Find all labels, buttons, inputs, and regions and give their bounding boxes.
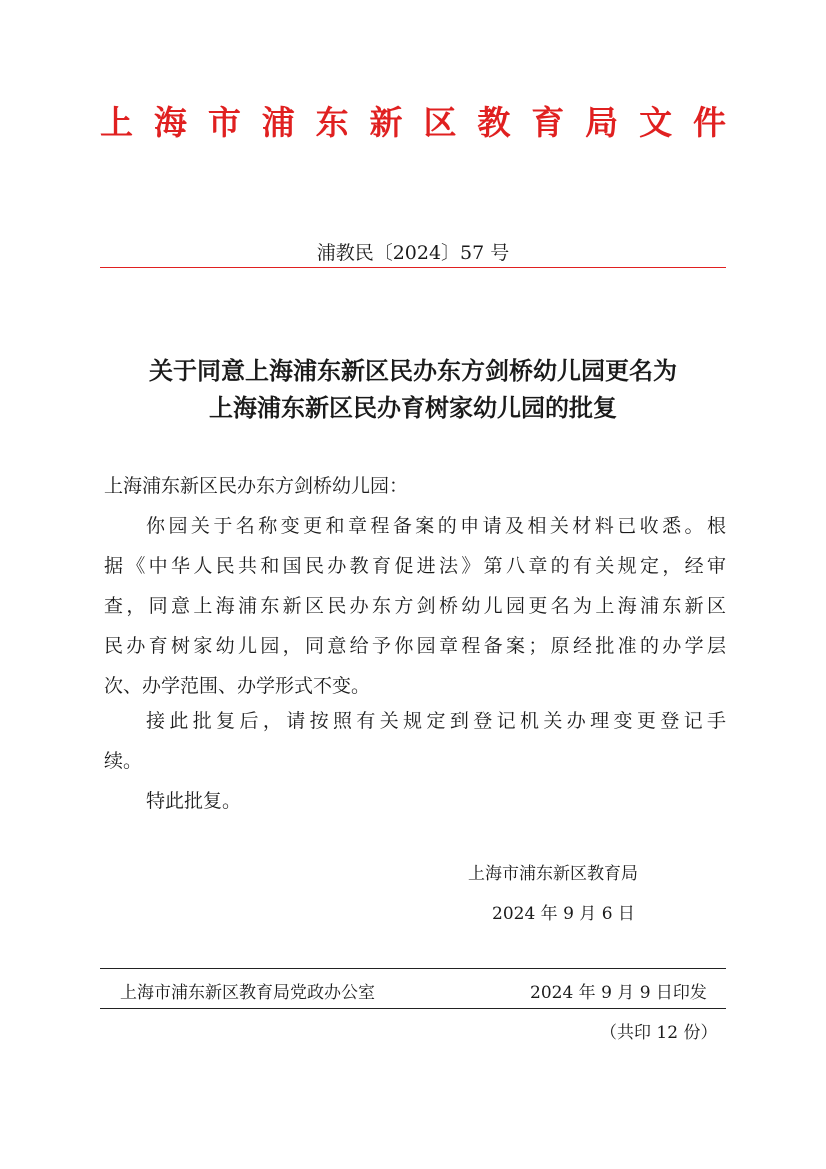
letterhead-char: 上 xyxy=(100,103,133,142)
body-line: 你园关于名称变更和章程备案的申请及相关材料已收悉。根 xyxy=(146,515,726,537)
copies-count: （共印 12 份） xyxy=(600,1023,718,1043)
letterhead-char: 文 xyxy=(639,103,673,142)
body-line: 民办育树家幼儿园，同意给予你园章程备案；原经批准的办学层 xyxy=(104,635,726,657)
letterhead-char: 局 xyxy=(585,103,619,142)
letterhead-char: 区 xyxy=(423,103,457,142)
footer-rule-top xyxy=(100,968,726,969)
letterhead-char: 东 xyxy=(315,103,349,142)
document-number: 浦教民〔2024〕57 号 xyxy=(316,242,510,264)
print-date: 2024 年 9 月 9 日印发 xyxy=(530,983,707,1003)
salutation: 上海浦东新区民办东方剑桥幼儿园： xyxy=(104,475,409,497)
issue-date: 2024 年 9 月 6 日 xyxy=(492,904,635,924)
body-line: 据《中华人民共和国民办教育促进法》第八章的有关规定，经审 xyxy=(104,555,726,577)
body-line: 特此批复。 xyxy=(146,790,242,812)
body-line: 查，同意上海浦东新区民办东方剑桥幼儿园更名为上海浦东新区 xyxy=(104,595,726,617)
letterhead-char: 育 xyxy=(531,103,565,142)
letterhead-char: 海 xyxy=(153,103,187,142)
body-line: 次、办学范围、办学形式不变。 xyxy=(104,675,371,697)
body-line: 接此批复后，请按照有关规定到登记机关办理变更登记手 xyxy=(146,710,726,732)
body-line: 续。 xyxy=(104,750,143,772)
red-separator-line xyxy=(100,267,726,268)
document-title-line-2: 上海浦东新区民办育树家幼儿园的批复 xyxy=(209,393,617,422)
issuing-office: 上海市浦东新区教育局党政办公室 xyxy=(120,983,375,1003)
letterhead-char: 浦 xyxy=(261,103,295,142)
letterhead-char: 新 xyxy=(369,103,403,142)
letterhead-char: 市 xyxy=(207,103,241,142)
letterhead-char: 教 xyxy=(477,103,511,142)
footer-rule-bottom xyxy=(100,1008,726,1009)
letterhead xyxy=(100,100,726,146)
issuer-name: 上海市浦东新区教育局 xyxy=(468,864,638,884)
letterhead-char: 件 xyxy=(692,103,726,142)
document-title-line-1: 关于同意上海浦东新区民办东方剑桥幼儿园更名为 xyxy=(149,356,677,385)
